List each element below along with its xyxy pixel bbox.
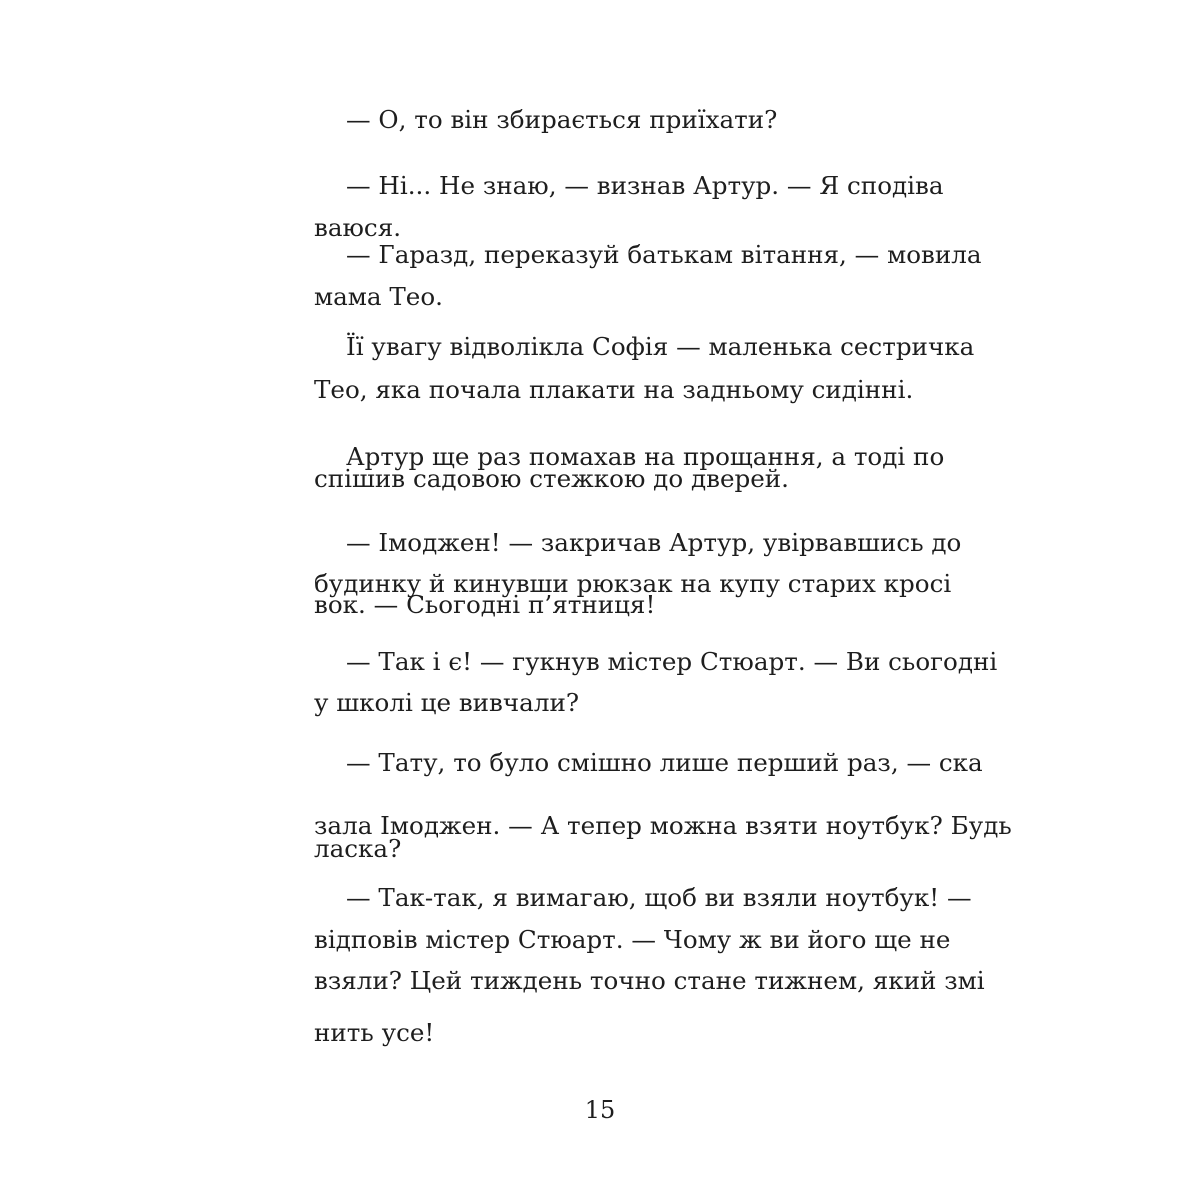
text-line: — О, то він збирається приїхати?: [346, 105, 778, 134]
text-line: Артур ще раз помахав на прощання, а тоді по: [346, 442, 945, 471]
text-line: зала Імоджен. — А тепер можна взяти ноутбук? Будь: [314, 811, 1012, 840]
text-line: мама Тео.: [314, 282, 443, 311]
text-line: у школі це вивчали?: [314, 688, 580, 717]
text-line: відповів містер Стюарт. — Чому ж ви його ще не: [314, 925, 951, 954]
text-line: взяли? Цей тиждень точно стане тижнем, який змі: [314, 966, 985, 995]
text-line: спішив садовою стежкою до дверей.: [314, 464, 790, 493]
text-line: ласка?: [314, 834, 402, 863]
text-line: Тео, яка почала плакати на задньому сидінні.: [314, 375, 914, 404]
text-line: — Ні... Не знаю, — визнав Артур. — Я сподіва: [346, 171, 944, 200]
text-line: — Імоджен! — закричав Артур, увірвавшись до: [346, 528, 962, 557]
text-line: ваюся.: [314, 213, 402, 242]
text-line: — Гаразд, переказуй батькам вітання, — мовила: [346, 240, 982, 269]
text-line: вок. — Сьогодні п’ятниця!: [314, 590, 656, 619]
text-line: — Так і є! — гукнув містер Стюарт. — Ви сьогодні: [346, 647, 998, 676]
text-line: — Тату, то було смішно лише перший раз, — ска: [346, 748, 983, 777]
text-line: нить усе!: [314, 1018, 435, 1047]
text-line: — Так-так, я вимагаю, щоб ви взяли ноутбук! —: [346, 883, 972, 912]
text-line: Її увагу відволікла Софія — маленька сестричка: [346, 332, 975, 361]
text-line: будинку й кинувши рюкзак на купу старих кросі: [314, 569, 952, 598]
page-number: 15: [584, 1096, 616, 1124]
